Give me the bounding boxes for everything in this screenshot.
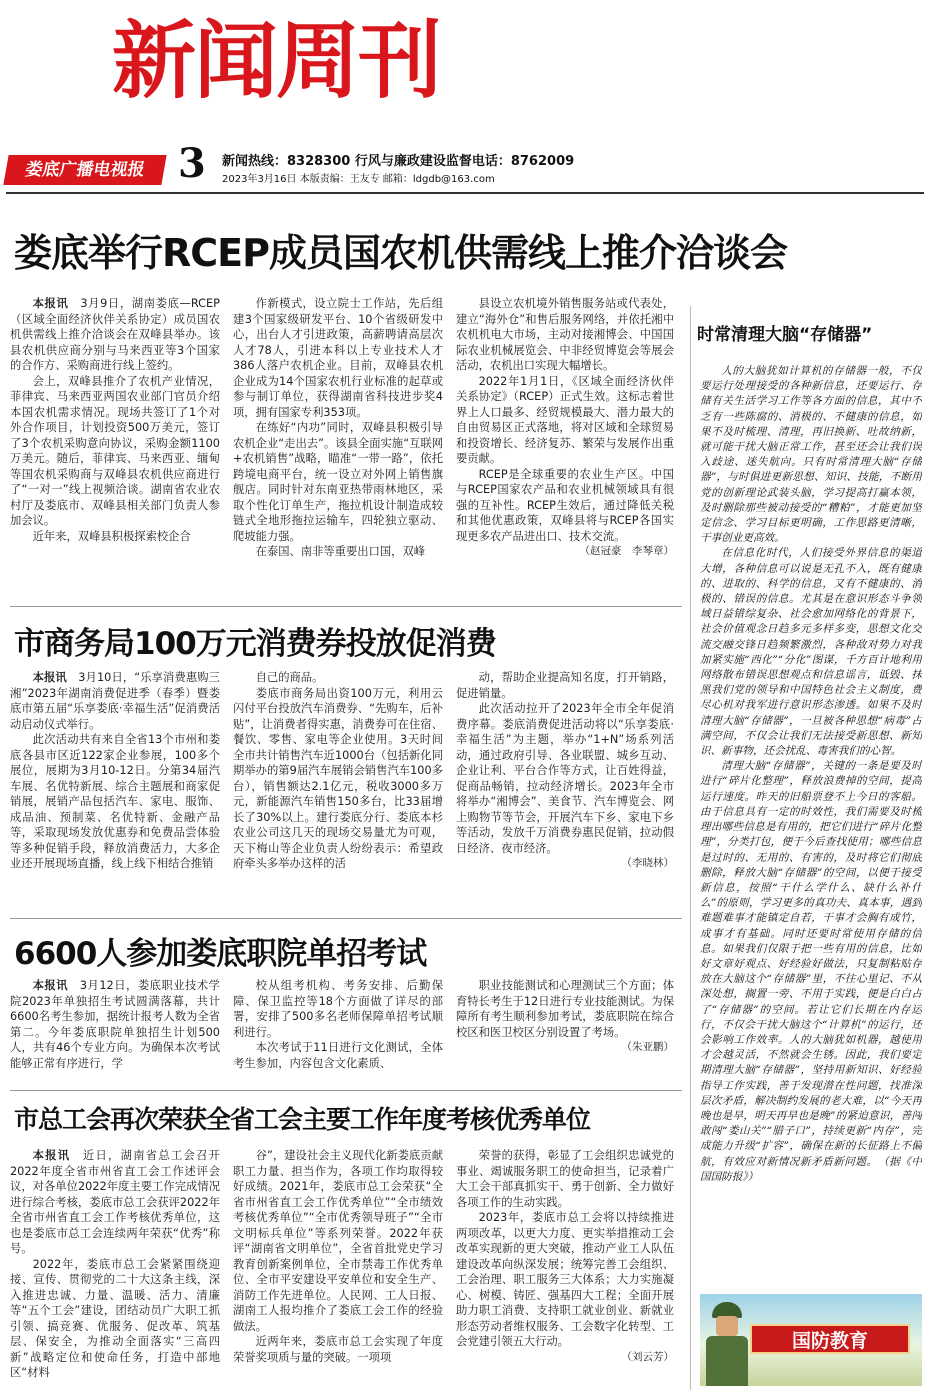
section-divider xyxy=(10,606,682,607)
soldier-icon xyxy=(706,1302,746,1386)
paragraph-text: 近年来，双峰县积极探索校企合 xyxy=(32,529,191,543)
paragraph-text: 荣誉的获得，彰显了工会组织忠诚党的事业、竭诚服务职工的使命担当，记录着广大工会干部真抓实干、勇于创新、全力做好各项工作的生动实践。 xyxy=(456,1149,674,1209)
article-paragraph xyxy=(456,978,674,1040)
paragraph-text: 职业技能测试和心理测试三个方面；体育特长考生于12日进行专业技能测试。为保障所有考生顺利参加考试，娄底职院在综合校区和医卫校区分别设置了考场。 xyxy=(456,979,674,1039)
paragraph-text: 县设立农机境外销售服务站或代表处，建立“海外仓”和售后服务网络，并依托湘中农机机电大市场，主动对接湘博会、中国国际农业机械展览会、中非经贸博览会等展会活动，农机出口实现大幅增长。 xyxy=(456,297,674,372)
article-paragraph xyxy=(456,1210,674,1350)
article-column xyxy=(456,1148,674,1390)
article-column xyxy=(233,1148,443,1390)
article-paragraph xyxy=(10,529,220,545)
sidebar-paragraph: 清理大脑“存储器”，关键的一条是要及时进行“碎片化整理”，释放浪费掉的空间，提高运行速度。昨天的旧船票登不上今日的客船。由于信息具有一定的时效性，我们需要及时梳理出哪些信息是有用的，把它们进行“碎片化整理”，分类打包，便于今后查找使用；哪些信息是过时的、无用的、有害的，及时将它们彻底删除，释放大脑“存储器”的空间，以便于接受新信息，按照“干什么学什么、缺什么补什么”的原则，学习更多的真功夫、真本事，遇到难题难事才能镇定自若，干事才会胸有成竹，成事才有基础。同时还要时常使用存储的信息。如果我们仅限于把一些有用的信息，比如好文章好观点、好经验好做法，只复制粘贴存放在大脑这个“存储器”里，不往心里记、不从深处想，搁置一旁、不用于实践，便是白白占了“存储器”的空间。若让它们长期在内存运行，不仅会干扰大脑这个“计算机”的运行，还会影响工作效率。人的大脑犹如机器，越使用才会越灵活，不然就会生锈。因此，我们要定期清理大脑“存储器”，坚持用新知识、好经验指导工作实践，善于发现潜在性问题，找准深层次矛盾，解决制约发展的老大难，以“今天再晚也是早，明天再早也是晚”的紧迫意识，善闯敢闯“娄山关”“腊子口”，持续更新“内存”，完成能力升级“扩容”，确保在新的长征路上不偏航，有效应对新情况新矛盾新问题。 （据《中国国防报》） xyxy=(700,760,922,1183)
paragraph-text: RCEP是全球重要的农业生产区。中国与RCEP国家农产品和农业机械领域具有很强的互补性。RCEP生效后，通过降低关税和其他优惠政策，双峰县将与RCEP各国实现更多农产品进出口、技术交流。 xyxy=(456,467,674,543)
section-divider xyxy=(10,1090,682,1091)
dateline: 本报讯 xyxy=(32,1149,71,1162)
article-paragraph xyxy=(456,701,674,856)
article-paragraph xyxy=(10,374,220,529)
article-column xyxy=(10,978,220,1078)
paragraph-text: 会上，双峰县推介了农机产业情况，菲律宾、马来西亚两国农业部门官员介绍本国农机需求情况。现场共签订了1个对外合作项目，计划投资500万美元，签订了3个农机采购意向协议，采购金额1100万美元。随后，菲律宾、马来西亚、缅甸等国农机采购商与双峰县农机供应商进行了“一对一”线上视频洽谈。湖南省农业农村厅及娄底市、双峰县相关部门负责人参加会议。 xyxy=(10,374,220,527)
paragraph-text: 近日，湖南省总工会召开2022年度全省市州省直工会工作述评会议，对各单位2022年度主要工作完成情况进行综合考核，娄底市总工会获评2022年全省市州省直工会工作考核优秀单位，这也是娄底市总工会连续两年荣获“优秀”称号。 xyxy=(10,1149,220,1255)
article-paragraph xyxy=(10,978,220,1071)
national-defense-banner xyxy=(700,1294,922,1386)
issue-info: 2023年3月16日 本版责编：王友专 邮箱：ldgdb@163.com xyxy=(222,174,495,185)
banner-label: 国防教育 xyxy=(750,1324,910,1354)
hotlines: 新闻热线：8328300 行风与廉政建设监督电话：8762009 xyxy=(222,154,575,169)
paragraph-text: 2022年，娄底市总工会紧紧围绕迎接、宣传、贯彻党的二十大这条主线，深入推进忠诚、力量、温暖、活力、清廉等“五个工会”建设，团结动员广大职工抓引领、搞竞赛、优服务、促改革、筑基层、保安全，为推动全面落实“三高四新”战略定位和使命任务，打造中部地区“材料 xyxy=(10,1257,220,1379)
article-paragraph xyxy=(233,1334,443,1365)
article-paragraph xyxy=(233,670,443,686)
article-byline: （赵冠豪 李琴章） xyxy=(579,545,674,557)
article-headline: 市总工会再次荣获全省工会主要工作年度考核优秀单位 xyxy=(14,1105,591,1134)
article-column xyxy=(456,978,674,1078)
article-column xyxy=(10,296,220,596)
dateline: 本报讯 xyxy=(32,979,69,992)
article-paragraph xyxy=(10,732,220,872)
section-divider xyxy=(10,918,682,919)
dateline: 本报讯 xyxy=(32,671,67,684)
paragraph-text: 近两年来，娄底市总工会实现了年度荣誉奖项质与量的突破。一项项 xyxy=(233,1335,443,1364)
article-paragraph xyxy=(456,1148,674,1210)
article-headline: 市商务局100万元消费券投放促消费 xyxy=(14,626,496,662)
article-paragraph xyxy=(233,1148,443,1334)
article-headline: 娄底举行RCEP成员国农机供需线上推介洽谈会 xyxy=(14,231,787,275)
paragraph-text: 此次活动共有来自全省13个市州和娄底各县市区近122家企业参展，100多个展位，展期为3月10-12日。分第34届汽车展、名优特新展、综合主题展和商家促销展，展销产品包括汽车、家电、服饰、成品油、预制菜、名优特新、金融产品等，采取现场发放优惠券和免费品尝体验等多种促销手段，释放消费活力，大多企业还开展现场直播，线上线下相结合推销 xyxy=(10,733,220,870)
paragraph-text: 2022年1月1日，《区域全面经济伙伴关系协定》（RCEP）正式生效。这标志着世界上人口最多、经贸规模最大、潜力最大的自由贸易区正式落地，将对区域和全球贸易和投资增长、经济复苏、繁荣与发展作出重要贡献。 xyxy=(456,374,674,465)
article-paragraph xyxy=(10,1257,220,1381)
article-column xyxy=(456,296,674,596)
article-paragraph xyxy=(233,1040,443,1071)
article-column xyxy=(233,978,443,1078)
paragraph-text: 在练好“内功”同时，双峰县积极引导农机企业“走出去”。该县全面实施“互联网+农机销售”战略，瞄准“一带一路”，依托跨境电商平台，统一设立对外网上销售旗舰店。同时针对东南亚热带雨林地区，采取个性化订单生产，拖拉机设计制造成较链式全地形拖拉运输车，四轮独立驱动、爬坡能力强。 xyxy=(233,421,443,543)
paragraph-text: 2023年，娄底市总工会将以持续推进两项改革，以更大力度、更实举措推动工会改革实现新的更大突破，推动产业工人队伍建设改革向纵深发展；统筹完善工会组织、工会治理、职工服务三大体系；大力实施凝心、树模、铸匠、强基四大工程；全面开展助力职工消费、支持职工就业创业、新就业形态劳动者维权服务、工会数字化转型、工会党建引领五大行动。 xyxy=(456,1211,674,1348)
article-paragraph xyxy=(456,467,674,545)
masthead-rule xyxy=(6,192,924,194)
article-byline: （李晓林） xyxy=(621,857,674,869)
article-headline: 6600人参加娄底职院单招考试 xyxy=(14,936,427,972)
paragraph-text: 谷”，建设社会主义现代化新娄底贡献职工力量、担当作为，各项工作均取得较好成绩。2021年，娄底市总工会荣获“全省市州省直工会工作优秀单位”“全市绩效考核优秀单位”“全市优秀领导班子”“全市文明标兵单位”等系列荣誉。2022年获评“湖南省文明单位”，全省首批党史学习教育创新案例单位，全市禁毒工作优秀单位、全市平安建设平安单位和安全生产、消防工作先进单位。人民网、工人日报、湖南工人报均推介了娄底工会工作的经验做法。 xyxy=(233,1149,443,1333)
article-column xyxy=(10,670,220,910)
article-paragraph xyxy=(10,670,220,732)
article-column xyxy=(10,1148,220,1390)
article-paragraph xyxy=(456,374,674,467)
article-paragraph xyxy=(233,296,443,420)
sidebar-paragraph: 在信息化时代，人们接受外界信息的渠道大增，各种信息可以说是无孔不入，既有健康的、进取的、科学的信息，又有不健康的、消极的、错误的信息。尤其是在意识形态斗争领域日益错综复杂、社会愈加网络化的背景下，社会价值观念日趋多元多样多变，思想文化交流交融交锋日趋频繁激烈，各种敌对势力对我加紧实施“西化”“分化”图谋，千方百计地利用网络散布错误思想观点和信息谣言，诋毁、抹黑我们党的领导和中国特色社会主义制度，费尽心机对我军进行意识形态渗透。如果不及时清理大脑“存储器”，一旦被各种思想“病毒”占满空间，不仅会让我们无法接受新思想、新知识、新事物，还会扰乱、毒害我们的心智。 xyxy=(700,547,922,758)
article-byline: （刘云芳） xyxy=(621,1350,674,1363)
article-paragraph xyxy=(456,670,674,701)
paragraph-text: 3月10日，“乐享消费惠购三湘”2023年湖南消费促进季（春季）暨娄底市第五届“乐享娄底·幸福生活”促消费活动启动仪式举行。 xyxy=(10,671,220,731)
article-column xyxy=(233,670,443,910)
paragraph-text: 校从组考机构、考务安排、后勤保障、保卫监控等18个方面做了详尽的部署，安排了500多名老师保障单招考试顺利进行。 xyxy=(233,979,443,1039)
sidebar-body xyxy=(700,364,922,1292)
article-paragraph xyxy=(10,1148,220,1257)
article-column xyxy=(233,296,443,596)
newspaper-title: 新闻周刊 xyxy=(112,11,441,110)
paragraph-text: 本次考试于11日进行文化测试，全体考生参加，内容包含文化素质、 xyxy=(233,1041,443,1070)
article-paragraph xyxy=(233,978,443,1040)
publisher-badge: 娄底广播电视报 xyxy=(3,155,166,185)
paragraph-text: 娄底市商务局出资100万元，利用云闪付平台投放汽车消费券、“先购车，后补贴”，让消费者得实惠，消费券可在住宿、餐饮、零售、家电等企业使用。3天时间全市共计销售汽车近1000台（包括新化同期举办的第9届汽车展销会销售汽车100多台），销售额达2.1亿元，税收3000多万元，新能源汽车销售150多台，比33届增长了30%以上。建行娄底分行、娄底本杉农业公司这几天的现场交易量尤为可观，天下梅山等企业负责人纷纷表示：希望政府牵头多举办这样的活 xyxy=(233,686,443,870)
article-paragraph xyxy=(233,420,443,544)
paragraph-text: 自己的商品。 xyxy=(255,671,324,684)
sidebar-title: 时常清理大脑“存储器” xyxy=(697,325,873,345)
article-byline: （朱亚鹏） xyxy=(621,1041,674,1053)
masthead xyxy=(0,0,930,190)
paragraph-text: 作新模式，设立院士工作站，先后组建3个国家级研发平台、10个省级研发中心，出台人才引进政策，高薪聘请高层次人才78人，引进本科以上专业技术人才386人落户农机企业。目前，双峰县农机企业成为14个国家农机行业标准的起草或参与制订单位，获得湖南省科技进步奖4项，拥有国家专利353项。 xyxy=(233,297,443,419)
article-paragraph xyxy=(456,296,674,374)
article-paragraph xyxy=(10,296,220,374)
sidebar-paragraph: 人的大脑犹如计算机的存储器一般，不仅要运行处理接受的各种新信息，还要运行、存储有关生活学习工作等各方面的信息，其中不乏有一些陈腐的、消极的、不健康的信息，如果不及时梳理、清理，再旧换新、吐故纳新，就可能干扰大脑正常工作，甚至还会让我们误入歧途、迷失航向。只有时常清理大脑“存储器”，与时俱进更新思想、知识、技能，不断用党的创新理论武装头脑，学习提高打赢本领，及时删除那些被动接受的“糟粕”，才能更加坚定信念、学习目标更明确，工作思路更清晰，干事创业更高效。 xyxy=(700,365,922,545)
paragraph-text: 3月12日，娄底职业技术学院2023年单独招生考试圆满落幕，共计6600名考生参加，据统计报考人数为全省第二。今年娄底职院单独招生计划500人，共有46个专业方向。为确保本次考试能够正常有序进行，学 xyxy=(10,979,220,1070)
page-number: 3 xyxy=(178,140,206,187)
article-paragraph xyxy=(233,544,443,560)
article-column xyxy=(456,670,674,910)
paragraph-text: 动，帮助企业提高知名度，打开销路，促进销量。 xyxy=(456,671,674,700)
paragraph-text: 在泰国、南非等重要出口国，双峰 xyxy=(255,545,426,558)
article-paragraph xyxy=(233,686,443,872)
paragraph-text: 3月9日，湖南娄底—RCEP（区域全面经济伙伴关系协定）成员国农机供需线上推介洽谈会在双峰县举办。该县农机供应商分别与马来西亚等3个国家的合作方、采购商进行线上签约。 xyxy=(10,297,220,372)
paragraph-text: 此次活动拉开了2023年全市全年促消费序幕。娄底消费促进活动将以“乐享娄底·幸福生活”为主题，举办“1+N”场系列活动，通过政府引导、各业联盟、城乡互动、企业让利、平台合作等方式，让百姓得益，促商品畅销，拉动经济增长。2023年全市将举办“湘博会”、美食节、汽车博览会、网上购物节等节会，开展汽车下乡、家电下乡等活动，发放千万消费券惠民促销，拉动假日经济、夜市经济。 xyxy=(456,702,674,855)
dateline: 本报讯 xyxy=(32,297,69,310)
